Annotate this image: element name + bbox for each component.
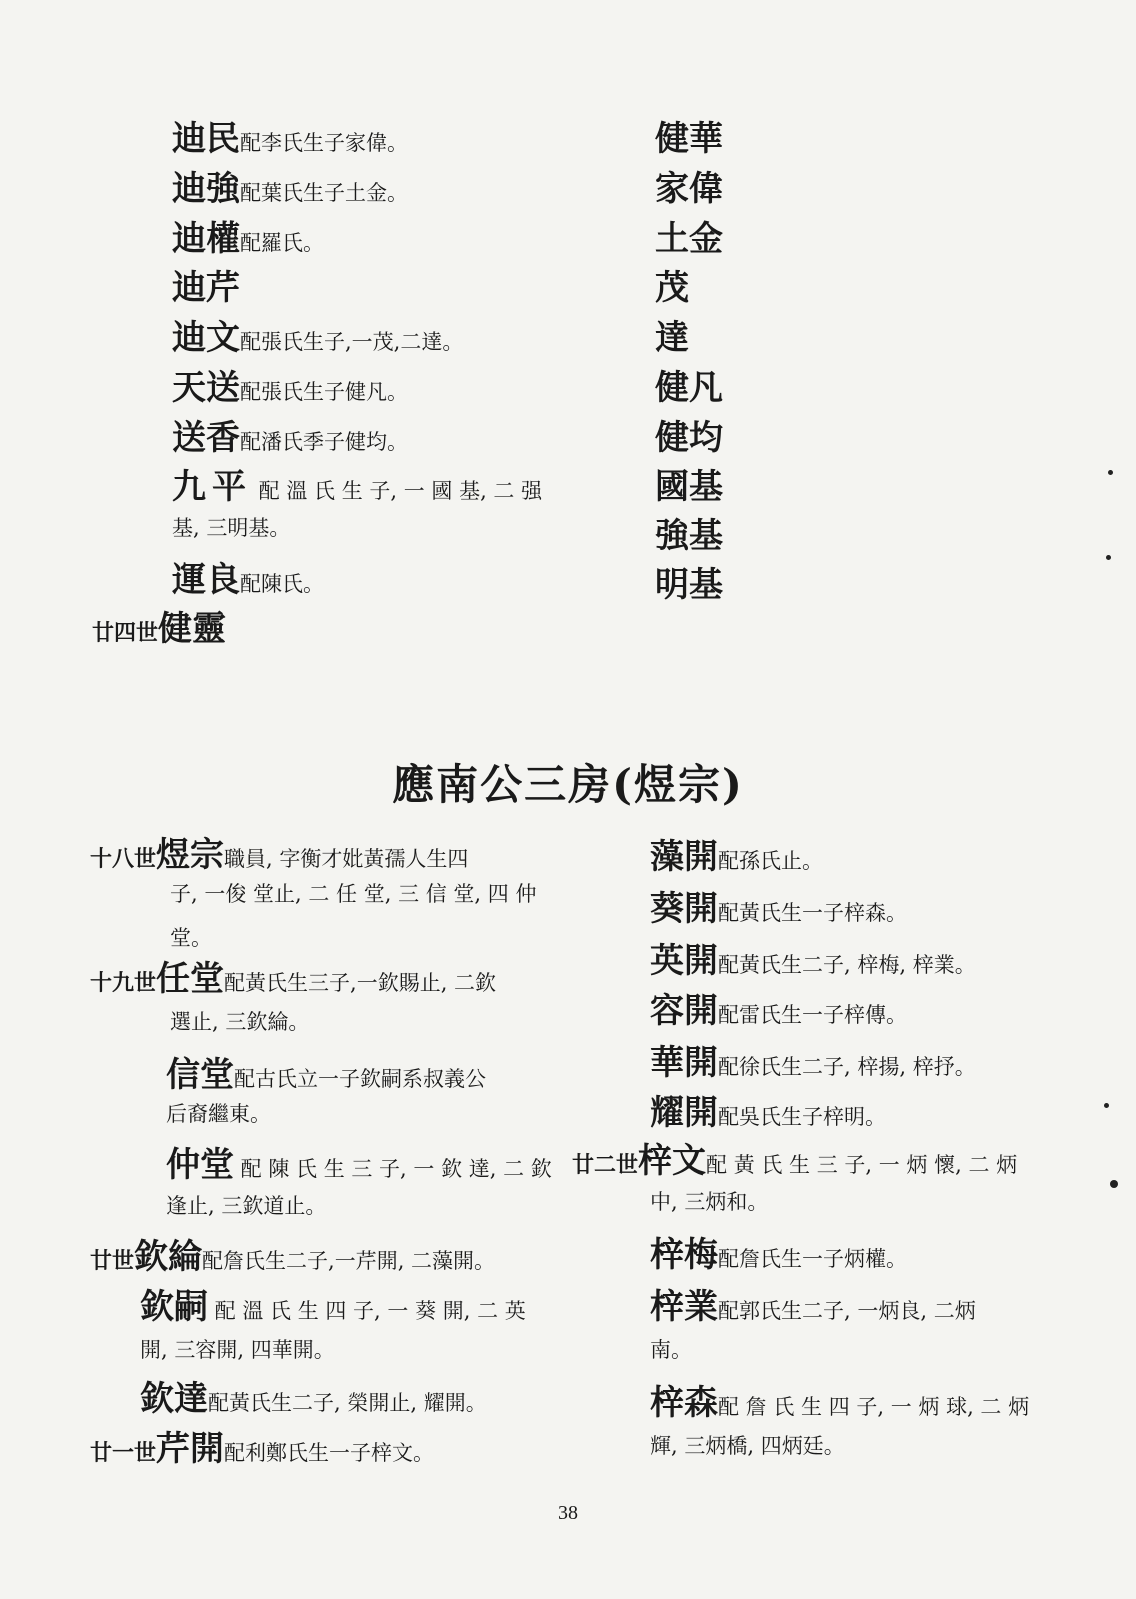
person-desc: 配潘氏季子健均。: [240, 430, 408, 454]
entry-bottom-left-3-cont-0: 逢止, 三欽道止。: [166, 1194, 327, 1218]
entry-top-left-6: [172, 418, 408, 458]
entry-bottom-right-2: [650, 941, 976, 981]
person-desc: 配黃氏生二子, 榮開止, 耀開。: [208, 1391, 487, 1415]
entry-bottom-right-4: [650, 1043, 976, 1083]
person-desc: 配郭氏生二子, 一炳良, 二炳: [718, 1299, 976, 1323]
person-name: 欽嗣: [140, 1287, 208, 1327]
entry-bottom-left-3: [166, 1145, 552, 1185]
entry-top-left-4: [172, 318, 464, 358]
entry-top-left-5: [172, 368, 408, 408]
person-name: 送香: [172, 418, 240, 458]
top-right-name-0: 健華: [655, 119, 723, 159]
scan-speck: [1110, 1180, 1118, 1188]
entry-bottom-left-5: [140, 1287, 526, 1327]
top-right-name-5: 健凡: [655, 368, 723, 408]
person-name: 煜宗: [156, 835, 225, 875]
generation-label: 廿世: [90, 1248, 135, 1274]
top-right-name-1: 家偉: [655, 169, 723, 209]
generation-label: 廿四世: [92, 620, 159, 646]
entry-top-left-7-cont: 基, 三明基。: [172, 516, 291, 540]
person-name: 欽達: [140, 1379, 208, 1419]
person-desc: 配黃氏生三子,一欽賜止, 二欽: [224, 971, 497, 995]
person-desc: 配徐氏生二子, 梓揚, 梓抒。: [718, 1055, 976, 1079]
top-right-name-6: 健均: [655, 418, 723, 458]
person-name: 迪民: [172, 119, 240, 159]
person-name: 芹開: [156, 1429, 225, 1469]
entry-bottom-left-6: [140, 1379, 487, 1419]
person-desc: 配李氏生子家偉。: [240, 131, 408, 155]
person-name: 藻開: [650, 837, 718, 877]
person-name: 葵開: [650, 889, 718, 929]
person-name: 梓梅: [650, 1235, 718, 1275]
entry-bottom-right-6-cont-0: 中, 三炳和。: [650, 1190, 769, 1214]
entry-bottom-left-0: [90, 835, 469, 875]
entry-bottom-right-9-cont-0: 輝, 三炳橋, 四炳廷。: [650, 1434, 845, 1458]
entry-bottom-left-7: [90, 1429, 435, 1469]
entry-bottom-right-5: [650, 1093, 886, 1133]
top-right-name-2: 土金: [655, 219, 723, 259]
person-name: 信堂: [166, 1055, 234, 1095]
person-name: 華開: [650, 1043, 718, 1083]
person-desc: 配 詹 氏 生 四 子, 一 炳 球, 二 炳: [718, 1395, 1030, 1419]
person-desc: 配古氏立一子欽嗣系叔義公: [234, 1067, 486, 1091]
person-desc: 配 溫 氏 生 子, 一 國 基, 二 强: [252, 479, 543, 503]
entry-bottom-right-1: [650, 889, 907, 929]
entry-top-left-1: [172, 169, 408, 209]
entry-bottom-left-0-cont-1: 堂。: [170, 926, 212, 950]
entry-bottom-left-1: [90, 959, 497, 999]
entry-bottom-right-3: [650, 991, 907, 1031]
section-title: 應南公三房(煜宗): [392, 760, 744, 809]
generation-label: 廿二世: [572, 1152, 639, 1178]
generation-label: 十八世: [90, 846, 157, 872]
entry-bottom-left-5-cont-0: 開, 三容開, 四華開。: [140, 1338, 335, 1362]
entry-bottom-right-7: [650, 1235, 907, 1275]
person-desc: 配張氏生子健凡。: [240, 380, 408, 404]
scan-speck: [1108, 470, 1113, 475]
page-number: 38: [558, 1502, 578, 1524]
person-desc: 配黃氏生二子, 梓梅, 梓業。: [718, 953, 976, 977]
person-desc: 配黃氏生一子梓森。: [718, 901, 907, 925]
person-name: 運良: [172, 560, 240, 600]
person-name: 梓業: [650, 1287, 718, 1327]
person-name: 天送: [172, 368, 240, 408]
person-name: 梓森: [650, 1383, 718, 1423]
entry-top-left-9: [92, 609, 227, 649]
entry-bottom-left-2: [166, 1055, 486, 1095]
person-name: 任堂: [156, 959, 225, 999]
entry-bottom-right-8: [650, 1287, 976, 1327]
top-right-name-9: 明基: [655, 565, 723, 605]
scan-speck: [1104, 1103, 1109, 1108]
person-desc: 配葉氏生子土金。: [240, 181, 408, 205]
entry-top-left-8: [172, 560, 324, 600]
person-name: 梓文: [638, 1141, 707, 1181]
top-right-name-8: 強基: [655, 516, 723, 556]
top-right-name-4: 達: [655, 318, 689, 358]
generation-label: 廿一世: [90, 1440, 157, 1466]
person-desc: 職員, 字衡才妣黃孺人生四: [224, 847, 469, 871]
entry-bottom-right-6: [572, 1141, 1018, 1181]
person-name: 耀開: [650, 1093, 718, 1133]
person-name: 健靈: [158, 609, 227, 649]
top-right-name-3: 茂: [655, 268, 689, 308]
person-desc: 配詹氏生二子,一芹開, 二藻開。: [202, 1249, 496, 1273]
person-name: 迪文: [172, 318, 240, 358]
entry-bottom-right-0: [650, 837, 823, 877]
entry-top-left-0: [172, 119, 408, 159]
person-name: 仲堂: [166, 1145, 234, 1185]
entry-bottom-left-4: [90, 1237, 496, 1277]
person-desc: 配張氏生子,一茂,二達。: [240, 330, 464, 354]
entry-bottom-left-2-cont-0: 后裔繼東。: [166, 1102, 271, 1126]
person-desc: 配 陳 氏 生 三 子, 一 欽 達, 二 欽: [234, 1157, 552, 1181]
person-name: 迪強: [172, 169, 240, 209]
person-desc: 配 黃 氏 生 三 子, 一 炳 懷, 二 炳: [706, 1153, 1018, 1177]
person-desc: 配 溫 氏 生 四 子, 一 葵 開, 二 英: [208, 1299, 526, 1323]
person-desc: 配雷氏生一子梓傳。: [718, 1003, 907, 1027]
generation-label: 十九世: [90, 970, 157, 996]
entry-bottom-right-9: [650, 1383, 1030, 1423]
entry-bottom-left-1-cont-0: 選止, 三欽綸。: [170, 1010, 310, 1034]
person-desc: 配詹氏生一子炳權。: [718, 1247, 907, 1271]
top-right-name-7: 國基: [655, 467, 723, 507]
person-name: 迪權: [172, 219, 240, 259]
entry-bottom-left-0-cont-0: 子, 一俊 堂止, 二 任 堂, 三 信 堂, 四 仲: [170, 882, 537, 906]
scan-speck: [1106, 555, 1111, 560]
entry-top-left-3: [172, 268, 240, 308]
person-name: 英開: [650, 941, 718, 981]
person-desc: 配孫氏止。: [718, 849, 823, 873]
entry-top-left-7: [172, 467, 543, 507]
person-desc: 配利鄭氏生一子梓文。: [224, 1441, 435, 1465]
person-name: 欽綸: [134, 1237, 203, 1277]
entry-top-left-2: [172, 219, 324, 259]
entry-bottom-right-8-cont-0: 南。: [650, 1338, 692, 1362]
person-name: 迪芹: [172, 268, 240, 308]
person-name: 九平: [172, 467, 252, 507]
person-desc: 配羅氏。: [240, 231, 324, 255]
person-desc: 配陳氏。: [240, 572, 324, 596]
person-desc: 配吳氏生子梓明。: [718, 1105, 886, 1129]
person-name: 容開: [650, 991, 718, 1031]
